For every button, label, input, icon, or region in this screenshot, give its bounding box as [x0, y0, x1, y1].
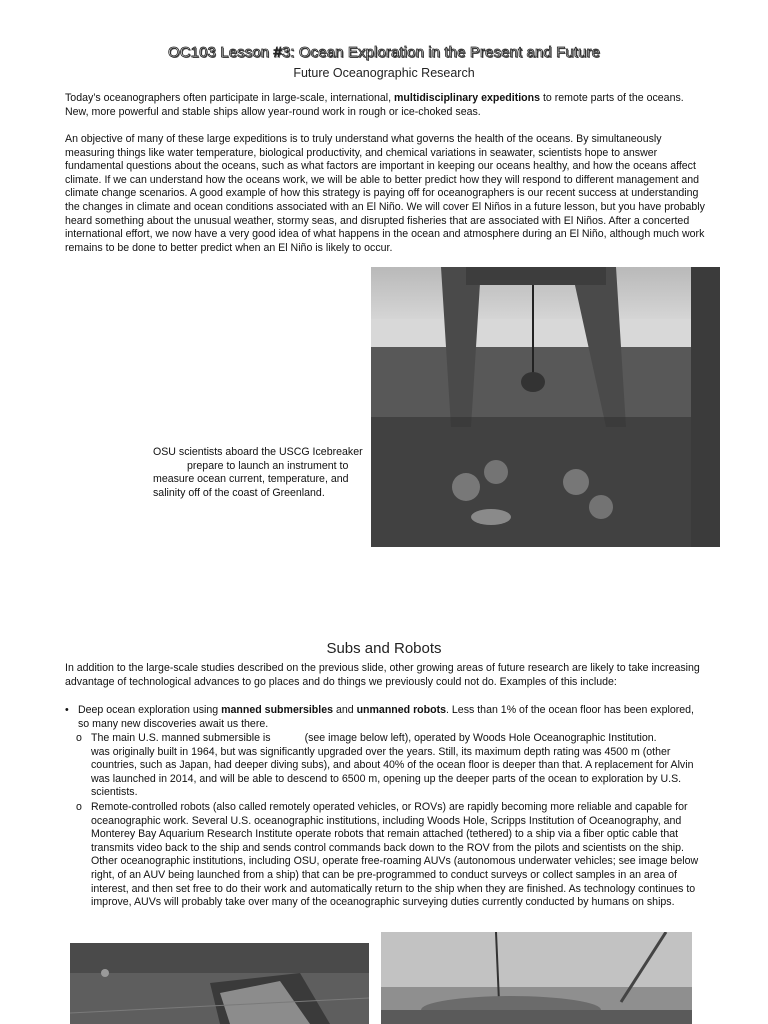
section-intro: In addition to the large-scale studies described on the previous slide, other growing areas of future research are likely to take increasing advantage of technological advances to go places and do things we previously could not do. Examples of this include:	[65, 662, 700, 688]
figure-1-caption: OSU scientists aboard the USCG Icebreakerprepare to launch an instrument to measure ocean current, temperature, and salinity off of the coast of Greenland.	[153, 446, 363, 499]
icebreaker-deck-photo	[371, 267, 720, 547]
bold-term: multidisciplinary expeditions	[394, 92, 541, 104]
sub-bullet-robots: o Remote-controlled robots (also called remotely operated vehicles, or ROVs) are rapidly becoming more reliable and capable for oceanographic work. Several U.S. oceanographic institutions, including Woods Hole, Scripps Institution of Oceanography, and Monterey Bay Aquarium Research Institute operate robots that remain attached (tethered) to a ship via a fiber optic cable that transmits video back to the ship and sends control commands back down to the ROV from the pilots and scientists on the ship. Other oceanographic institutions, including OSU, operate free-roaming AUVs (autonomous underwater vehicles; see image below right, of an AUV being launched from a ship) that can be pre-programmed to conduct surveys or collect samples in an area of interest, and then set free to do their work and automatically return to the ship when they are finished. As technology continues to improve, AUVs will probably take over many of the oceanographic surveying duties currently conducted by humans on ships.	[76, 801, 699, 909]
alvin-submersible-photo	[70, 943, 369, 1024]
intro-paragraph-1: Today’s oceanographers often participate in large-scale, international, multidisciplinary expeditions to remote parts of the oceans. New, more powerful and stable ships allow year-round work in rough or ice-choked seas.	[65, 92, 684, 118]
bullet-marker: •	[65, 704, 69, 716]
page-title: OC103 Lesson #3: Ocean Exploration in the Present and Future	[167, 44, 601, 61]
sub-marker: o	[76, 801, 82, 813]
sub-bullet-alvin: o The main U.S. manned submersible is (see image below left), operated by Woods Hole Oceanographic Institution.was originally built in 1964, but was significantly upgraded over the years. Still, its maximum depth rating was 4500 m (other countries, such as Japan, had deeper diving subs), and about 40% of the ocean floor is deeper than that. A replacement for Alvin was launched in 2014, and will be able to descend to 6500 m, opening up the deeper parts of the ocean to exploration by U.S. scientists.	[76, 732, 694, 799]
auv-launch-photo	[381, 932, 692, 1024]
sub-marker: o	[76, 732, 82, 744]
intro-paragraph-2: An objective of many of these large expeditions is to truly understand what governs the health of the oceans. By simultaneously measuring things like water temperature, biological productivity, and chemical variations in seawater, scientists hope to answer fundamental questions about the oceans, such as what factors are important in keeping our oceans healthy, and how the oceans affect climate. If we can understand how the oceans work, we will be able to better predict how they will respond to different management and climate change scenarios. A good example of how this strategy is paying off for oceanographers is our recent success at understanding the changes in climate and ocean conditions associated with an El Niño. We will cover El Niños in a future lesson, but you have probably heard something about the unusual weather, stormy seas, and disrupted fisheries that are associated with El Niños. After a concerted international effort, we now have a very good idea of what happens in the ocean and atmosphere during an El Niño, although much work remains to be done to better predict when an El Niño is likely to occur.	[65, 133, 705, 254]
page-subtitle: Future Oceanographic Research	[293, 66, 475, 80]
section-heading: Subs and Robots	[326, 640, 442, 657]
bullet-deep-ocean: • Deep ocean exploration using manned submersibles and unmanned robots. Less than 1% of the ocean floor has been explored, so many new discoveries await us there.	[65, 704, 694, 730]
